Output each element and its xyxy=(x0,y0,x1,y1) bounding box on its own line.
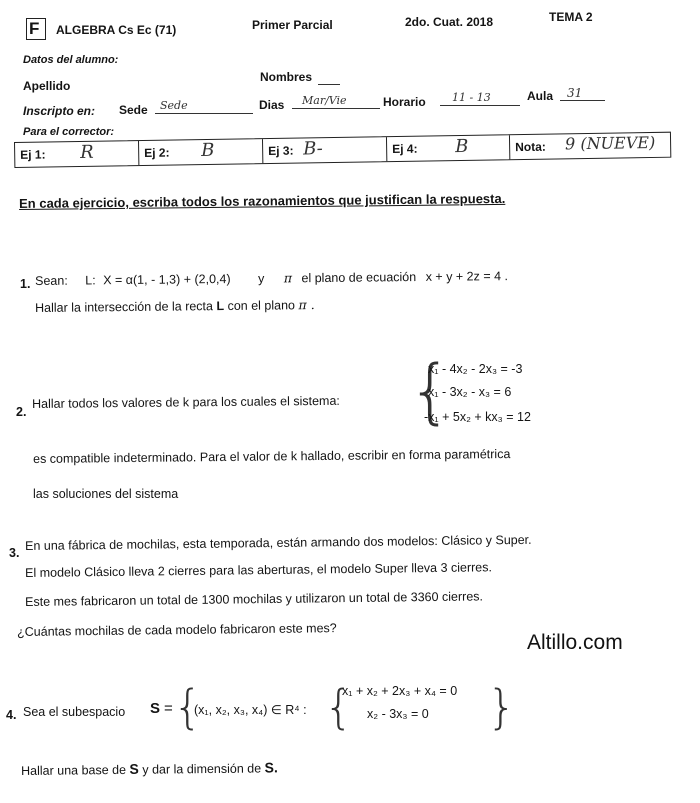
dias-value: Mar/Vie xyxy=(302,94,347,107)
sede-label: Sede xyxy=(119,103,148,117)
q3-line3: Este mes fabricaron un total de 1300 mochilas y utilizaron un total de 3360 cierres. xyxy=(25,589,484,609)
q2-eq1: x₁ - 4x₂ - 2x₃ = -3 xyxy=(428,362,523,376)
q4-base-text: Hallar una base de xyxy=(21,762,127,778)
q2-eq3: -x₁ + 5x₂ + kx₃ = 12 xyxy=(424,410,531,424)
q2-line3: las soluciones del sistema xyxy=(33,487,179,501)
grade-cell-nota xyxy=(510,133,670,160)
aula-value: 31 xyxy=(567,86,583,100)
q4-s-ref1: S xyxy=(129,760,139,777)
grade-cell-ej2 xyxy=(139,139,263,165)
aula-line xyxy=(560,100,605,101)
grade-value-ej2: B xyxy=(200,139,215,162)
q4-system-brace: { xyxy=(324,680,354,734)
sede-value: Sede xyxy=(160,99,188,112)
watermark-altillo: Altillo.com xyxy=(527,631,623,654)
grade-value-ej3: B- xyxy=(302,138,323,160)
q1-pi: π xyxy=(283,270,293,286)
q4-eq1: x₁ + x₂ + 2x₃ + x₄ = 0 xyxy=(342,684,458,698)
grade-label-ej4: Ej 4: xyxy=(392,141,418,157)
nombres-label: Nombres xyxy=(260,70,313,84)
q4-equals: = xyxy=(164,700,173,717)
course-title: ALGEBRA Cs Ec (71) xyxy=(56,23,177,37)
horario-label: Horario xyxy=(383,95,426,109)
q1-sean: Sean: xyxy=(35,273,68,288)
q1-l-label: L: xyxy=(85,273,96,288)
q4-eq2: x₂ - 3x₃ = 0 xyxy=(367,707,429,721)
q2-system-brace: { xyxy=(408,350,453,432)
q1-y: y xyxy=(257,271,265,286)
nota-label: Nota: xyxy=(515,139,546,155)
q4-set-brace-close: } xyxy=(487,680,517,734)
q4-s-symbol: S xyxy=(150,700,161,717)
grade-cell-ej3 xyxy=(263,137,387,163)
q1-line-eq: X = α(1, - 1,3) + (2,0,4) xyxy=(103,271,231,288)
apellido-label: Apellido xyxy=(23,79,71,93)
q1-line2 xyxy=(35,297,315,315)
dias-label: Dias xyxy=(259,98,285,112)
grade-label-ej2: Ej 2: xyxy=(144,145,170,160)
nombres-line xyxy=(318,84,340,85)
q2-text: Hallar todos los valores de k para los cuales el sistema: xyxy=(32,393,340,411)
q2-number: 2. xyxy=(16,405,27,419)
sede-line xyxy=(155,113,253,114)
q3-line1: En una fábrica de mochilas, esta temporada, están armando dos modelos: Clásico y Super. xyxy=(25,532,532,553)
grade-value-ej4: B xyxy=(454,135,469,158)
q3-line4: ¿Cuántas mochilas de cada modelo fabricaron este mes? xyxy=(17,621,337,639)
q1-plane-text: el plano de ecuación xyxy=(301,270,417,286)
aula-label: Aula xyxy=(527,89,554,103)
letter-label: F xyxy=(29,19,40,38)
horario-value: 11 - 13 xyxy=(452,91,491,104)
dias-line xyxy=(292,108,380,109)
q4-dim-text: y dar la dimensión de xyxy=(142,761,262,777)
q1-line1 xyxy=(35,268,508,288)
q1-plane-eq: x + y + 2z = 4 . xyxy=(425,269,509,284)
instruction-text: En cada ejercicio, escriba todos los razonamientos que justifican la respuesta. xyxy=(19,190,506,211)
q4-line2 xyxy=(21,759,278,778)
exam-term: 2do. Cuat. 2018 xyxy=(405,15,494,29)
nota-value: 9 (NUEVE) xyxy=(564,132,656,154)
q1-plane-text2: con el plano xyxy=(227,298,296,313)
corrector-label: Para el corrector: xyxy=(23,126,115,138)
grade-label-ej1: Ej 1: xyxy=(20,147,46,162)
q3-line2: El modelo Clásico lleva 2 cierres para las aberturas, el modelo Super lleva 3 cierres. xyxy=(25,560,493,580)
q1-intersection-text: Hallar la intersección de la recta xyxy=(35,299,214,315)
grade-cell-ej1 xyxy=(15,141,139,167)
student-section-label: Datos del alumno: xyxy=(23,54,119,66)
q4-s-ref2: S. xyxy=(264,759,278,776)
q4-text: Sea el subespacio xyxy=(23,705,126,719)
horario-line xyxy=(440,105,520,106)
q1-l-ref: L xyxy=(216,299,225,314)
q4-set-brace-open: { xyxy=(173,680,203,734)
q1-number: 1. xyxy=(20,277,31,291)
q3-number: 3. xyxy=(9,546,20,560)
exam-title: Primer Parcial xyxy=(252,18,333,32)
grade-label-ej3: Ej 3: xyxy=(268,143,294,159)
q4-number: 4. xyxy=(6,708,17,722)
q4-set-def: (x₁, x₂, x₃, x₄) ∈ R⁴ : xyxy=(194,703,307,717)
grade-value-ej1: R xyxy=(80,141,94,163)
inscripto-label: Inscripto en: xyxy=(23,104,96,118)
exam-tema: TEMA 2 xyxy=(549,10,593,24)
q2-line2: es compatible indeterminado. Para el valor de k hallado, escribir en forma paramétrica xyxy=(33,447,511,466)
q1-pi-ref: π . xyxy=(298,297,315,313)
q2-eq2: x₁ - 3x₂ - x₃ = 6 xyxy=(428,385,512,399)
grade-cell-ej4 xyxy=(387,135,510,161)
